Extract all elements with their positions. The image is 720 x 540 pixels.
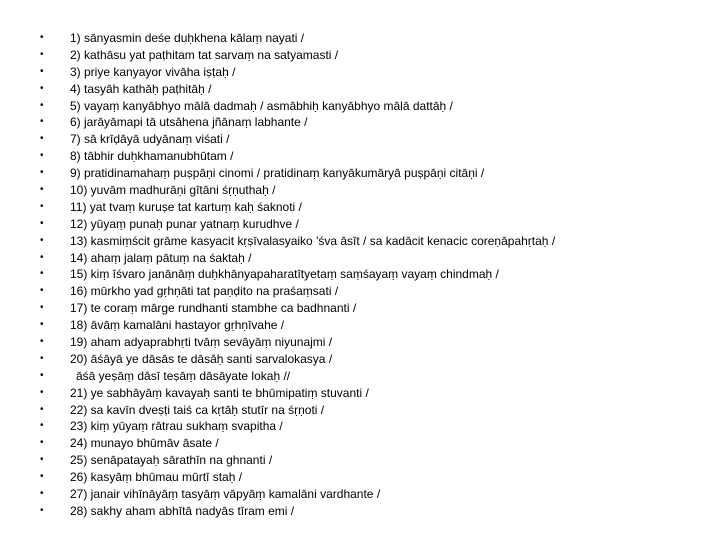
sentence-text: 4) tasyāh kathāḥ paṭhitāḥ / — [70, 81, 212, 96]
sentence-text: 2) kathāsu yat paṭhitam tat sarvaṃ na satyamasti / — [70, 47, 339, 62]
sentence-text: 27) janair vihīnāyāṃ tasyāṃ vāpyāṃ kamalāni vardhante / — [70, 487, 381, 502]
bullet-icon: • — [40, 217, 44, 229]
list-item — [40, 385, 710, 402]
list-item — [40, 165, 710, 182]
bullet-icon: • — [40, 437, 44, 449]
sentence-text: 3) priye kanyayor vivāha iṣṭaḥ / — [70, 64, 236, 79]
bullet-icon: • — [40, 150, 44, 162]
bullet-icon: • — [40, 336, 44, 348]
bullet-icon: • — [40, 454, 44, 466]
list-item — [40, 98, 710, 115]
list-item — [40, 199, 710, 216]
sentence-text: āśā yeṣāṃ dāsī teṣāṃ dāsāyate lokaḥ // — [76, 368, 291, 383]
list-item — [40, 250, 710, 267]
sentence-text: 28) sakhy aham abhītā nadyās tīram emi / — [70, 503, 295, 518]
sentence-text: 7) sā krīḍāyā udyānaṃ viśati / — [70, 132, 230, 147]
sentence-text: 24) munayo bhūmāv āsate / — [70, 436, 219, 451]
sentence-text: 19) aham adyaprabhṛti tvāṃ sevāyāṃ niyunajmi / — [70, 335, 333, 350]
sentence-text: 13) kasmiṃścit grāme kasyacit kṛṣīvalasyaiko 'śva āsīt / sa kadācit kenacic coreṇāpahṛtaḥ / — [70, 233, 556, 248]
list-item — [40, 300, 710, 317]
bullet-icon: • — [40, 234, 44, 246]
list-item — [40, 503, 710, 520]
bullet-icon: • — [40, 488, 44, 500]
sentence-text: 9) pratidinamahaṃ puṣpāṇi cinomi / pratidinaṃ kanyākumāryā puṣpāṇi citāṇi / — [70, 166, 485, 181]
sentence-text: 10) yuvām madhurāṇi gītāni śṛṇuthaḥ / — [70, 183, 276, 198]
sentence-text: 20) āśāyā ye dāsās te dāsāḥ santi sarvalokasya / — [70, 351, 333, 366]
bullet-icon: • — [40, 302, 44, 314]
list-item — [40, 418, 710, 435]
sentence-text: 21) ye sabhāyāṃ kavayaḥ santi te bhūmipatiṃ stuvanti / — [70, 385, 369, 400]
bullet-icon: • — [40, 471, 44, 483]
list-item — [40, 368, 710, 385]
bullet-icon: • — [40, 133, 44, 145]
sentence-text: 6) jarāyāmapi tā utsāhena jñānaṃ labhante / — [70, 115, 308, 130]
sentence-list — [40, 30, 710, 520]
sentence-text: 18) āvāṃ kamalāni hastayor gṛhṇīvahe / — [70, 318, 285, 333]
sentence-text: 25) senāpatayaḥ sārathīn na ghnanti / — [70, 453, 273, 468]
bullet-icon: • — [40, 48, 44, 60]
list-item — [40, 182, 710, 199]
bullet-icon: • — [40, 319, 44, 331]
bullet-icon: • — [40, 369, 44, 381]
bullet-icon: • — [40, 268, 44, 280]
bullet-icon: • — [40, 420, 44, 432]
list-item — [40, 351, 710, 368]
list-item — [40, 114, 710, 131]
list-item — [40, 435, 710, 452]
bullet-icon: • — [40, 403, 44, 415]
list-item — [40, 402, 710, 419]
list-item — [40, 216, 710, 233]
sentence-text: 12) yūyaṃ punaḥ punar yatnaṃ kurudhve / — [70, 216, 299, 231]
sentence-text: 14) ahaṃ jalaṃ pātuṃ na śaktaḥ / — [70, 250, 252, 265]
sentence-text: 5) vayaṃ kanyābhyo mālā dadmaḥ / asmābhiḥ kanyābhyo mālā dattāḥ / — [70, 98, 453, 113]
bullet-icon: • — [40, 82, 44, 94]
sentence-text: 8) tābhir duḥkhamanubhūtam / — [70, 149, 234, 164]
list-item — [40, 469, 710, 486]
list-item — [40, 131, 710, 148]
sentence-text: 17) te coraṃ mārge rundhanti stambhe ca badhnanti / — [70, 301, 357, 316]
bullet-icon: • — [40, 285, 44, 297]
list-item — [40, 47, 710, 64]
list-item — [40, 317, 710, 334]
list-item — [40, 30, 710, 47]
bullet-icon: • — [40, 352, 44, 364]
list-item — [40, 266, 710, 283]
list-item — [40, 283, 710, 300]
bullet-icon: • — [40, 386, 44, 398]
bullet-icon: • — [40, 184, 44, 196]
bullet-icon: • — [40, 99, 44, 111]
sentence-text: 16) mūrkho yad gṛhṇāti tat paṇḍito na praśaṃsati / — [70, 284, 339, 299]
list-item — [40, 452, 710, 469]
bullet-icon: • — [40, 200, 44, 212]
list-item — [40, 486, 710, 503]
list-item — [40, 233, 710, 250]
sentence-text: 23) kiṃ yūyaṃ rātrau sukhaṃ svapitha / — [70, 419, 283, 434]
list-item — [40, 81, 710, 98]
list-item — [40, 148, 710, 165]
list-item — [40, 64, 710, 81]
bullet-icon: • — [40, 116, 44, 128]
bullet-icon: • — [40, 251, 44, 263]
sentence-text: 1) sānyasmin deśe duḥkhena kālaṃ nayati / — [70, 31, 305, 45]
sentence-text: 22) sa kavīn dveṣṭi taiś ca kṛtāḥ stutīr na śṛṇoti / — [70, 402, 325, 417]
sentence-text: 11) yat tvaṃ kuruṣe tat kartuṃ kaḥ śaknoti / — [70, 199, 302, 214]
list-item — [40, 334, 710, 351]
bullet-icon: • — [40, 32, 44, 43]
bullet-icon: • — [40, 65, 44, 77]
bullet-icon: • — [40, 167, 44, 179]
sentence-text: 15) kiṃ īśvaro janānāṃ duḥkhānyapaharatītyetaṃ saṃśayaṃ vayaṃ chindmaḥ / — [70, 267, 499, 282]
sentence-text: 26) kasyāṃ bhūmau mūrtī staḥ / — [70, 470, 243, 485]
bullet-icon: • — [40, 504, 44, 516]
